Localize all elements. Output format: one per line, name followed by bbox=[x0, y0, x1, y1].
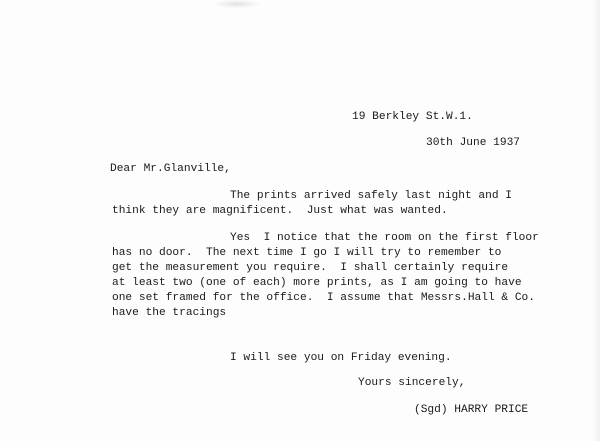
sender-address: 19 Berkley St.W.1. bbox=[352, 111, 473, 123]
paragraph2-line2: has no door. The next time I go I will try to remember to bbox=[112, 247, 502, 259]
paragraph2-line3: get the measurement you require. I shall certainly require bbox=[112, 262, 509, 274]
closing-line: I will see you on Friday evening. bbox=[230, 352, 452, 364]
paragraph2-line4: at least two (one of each) more prints, as I am going to have bbox=[112, 277, 522, 289]
paper-smudge bbox=[214, 0, 260, 8]
letter-date: 30th June 1937 bbox=[426, 137, 520, 149]
paragraph2-line1: Yes I notice that the room on the first floor bbox=[230, 232, 539, 244]
paragraph2-line5: one set framed for the office. I assume that Messrs.Hall & Co. bbox=[112, 292, 535, 304]
paragraph1-line2: think they are magnificent. Just what was wanted. bbox=[112, 205, 448, 217]
signature: (Sgd) HARRY PRICE bbox=[414, 404, 529, 416]
valediction: Yours sincerely, bbox=[358, 377, 466, 389]
page-edge-shadow bbox=[592, 0, 600, 441]
salutation: Dear Mr.Glanville, bbox=[110, 163, 231, 175]
paragraph2-line6: have the tracings bbox=[112, 307, 227, 319]
paragraph1-line1: The prints arrived safely last night and I bbox=[230, 190, 512, 202]
